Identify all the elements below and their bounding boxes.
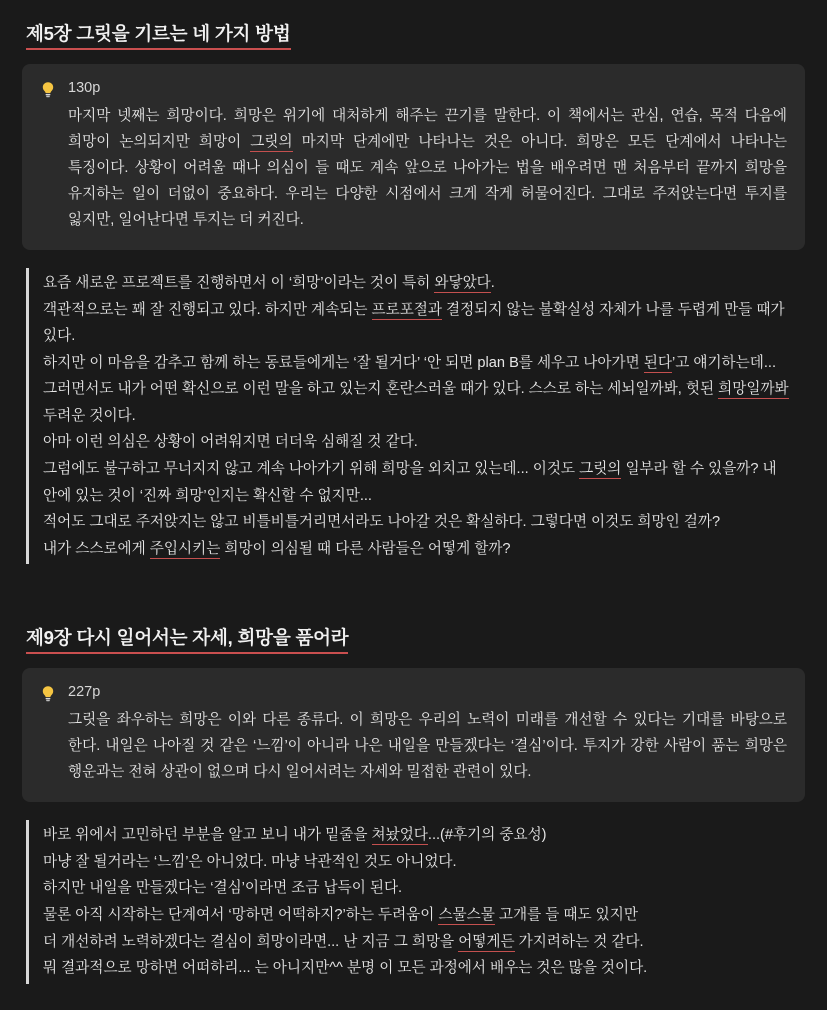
note-line	[43, 429, 805, 456]
underlined-text: 프로포절과	[371, 301, 442, 318]
plain-text: 물론 아직 시작하는 단계여서 ‘망하면 어떡하지?’하는 두려움이	[43, 907, 439, 923]
underlined-text: 쳐놨었다	[371, 827, 428, 844]
quote-card	[22, 668, 805, 802]
quote-body	[68, 78, 787, 234]
plain-text: 더 개선하려 노력하겠다는 결심이 희망이라면... 난 지금 그 희망을	[43, 933, 459, 950]
plain-text: 바로 위에서 고민하던 부분을 알고 보니 내가 밑줄을	[43, 827, 372, 844]
plain-text: 가지려하는 것 같다.	[514, 933, 644, 950]
plain-text: 하지만 이 마음을 감추고 함께 하는 동료들에게는 ‘잘 될거다’ ‘안 되면 plan B를 세우고 나아가면	[43, 354, 644, 371]
underlined-text: 어떻게든	[458, 933, 515, 950]
quote-body	[68, 682, 787, 786]
plain-text: 일부라 할 수 있을까? 내 안에 있는 것이 ‘진짜 희망’인지는 확신할 수 없지만...	[43, 460, 777, 504]
chapter-section	[22, 616, 805, 983]
note-line	[43, 902, 805, 929]
plain-text: 마냥 잘 될거라는 ‘느낌’은 아니었다. 마냥 낙관적인 것도 아니었다.	[43, 853, 457, 870]
plain-text: 그럼에도 불구하고 무너지지 않고 계속 나아가기 위해 희망을 외치고 있는데... 이것도	[43, 460, 580, 477]
plain-text: 객관적으로는 꽤 잘 진행되고 있다. 하지만 계속되는	[43, 301, 372, 318]
note-line	[43, 297, 805, 350]
note-lines	[43, 270, 805, 562]
plain-text: 요즘 새로운 프로젝트를 진행하면서 이 ‘희망’이라는 것이 특히	[43, 275, 435, 292]
note-block	[26, 820, 805, 983]
note-line	[43, 509, 805, 536]
section-spacer	[22, 574, 805, 616]
page-reference: 227p	[68, 684, 101, 701]
underlined-text: 주입시키는	[149, 540, 221, 557]
underlined-text: 희망일까봐	[718, 381, 789, 398]
plain-text: 그릿을 좌우하는 희망은 이와 다른 종류다. 이 희망은 우리의 노력이 미래를 개선할 수 있다는 기대를 바탕으로 한다. 내일은 나아질 것 같은 ‘느낌’이 아니라 나은 내일을 만들겠다는 ‘결심’이다. 투지가 강한 사람이 품는 희망은 행운과는 전혀 상관이 없으며 다시 일어서려는 자세와 밀접한 관련이 있다.	[68, 712, 787, 781]
plain-text: 결정되지 않는 불확실성 자체가 나를 두렵게 만들 때가 있다.	[43, 301, 785, 345]
plain-text: 그러면서도 내가 어떤 확신으로 이런 말을 하고 있는지 혼란스러울 때가 있다. 스스로 하는 세뇌일까봐, 헛된	[43, 381, 719, 398]
note-line	[43, 875, 805, 902]
plain-text: 뭐 결과적으로 망하면 어떠하리... 는 아니지만^^ 분명 이 모든 과정에서 배우는 것은 많을 것이다.	[43, 960, 648, 977]
plain-text: .	[490, 275, 495, 292]
plain-text: 하지만 내일을 만들겠다는 ‘결심’이라면 조금 납득이 된다.	[43, 880, 403, 897]
note-line	[43, 849, 805, 876]
quote-card	[22, 64, 805, 250]
note-line	[43, 929, 805, 956]
note-line	[43, 376, 805, 429]
note-line	[43, 536, 805, 563]
note-line	[43, 822, 805, 849]
page-reference: 130p	[68, 80, 101, 96]
underlined-text: 된다	[643, 354, 672, 371]
quote-text	[68, 708, 787, 786]
chapter-section	[22, 12, 805, 564]
plain-text: 마지막 단계에만 나타나는 것은 아니다. 희망은 모든 단계에서 나타나는 특징이다. 상황이 어려울 때나 의심이 들 때도 계속 앞으로 나아가는 법을 배우려면 맨 처음부터 끝까지 희망을 유지하는 일이 더없이 중요하다. 우리는 다양한 시점에서 크게 작게 허물어진다. 그대로 주저앉는다면 투지를 잃지만, 일어난다면 투지는 더 커진다.	[68, 134, 787, 229]
lightbulb-icon	[38, 684, 58, 704]
plain-text: 두려운 것이다.	[43, 407, 136, 424]
underlined-text: 그릿의	[579, 460, 622, 477]
plain-text: 희망이 의심될 때 다른 사람들은 어떻게 할까?	[220, 540, 511, 557]
note-lines	[43, 822, 805, 981]
underlined-text: 그릿의	[250, 134, 293, 151]
plain-text: 마지막 넷째는 희망이다. 희망은 위기에 대처하게 해주는 끈기를 말한다. 이 책에서는 관심, 연습, 목적 다음에 희망이 논의되지만 희망이	[68, 108, 787, 151]
note-line	[43, 456, 805, 509]
note-line	[43, 955, 805, 982]
plain-text: 아마 이런 의심은 상황이 어려워지면 더더욱 심해질 것 같다.	[43, 434, 418, 451]
plain-text: 고개를 들 때도 있지만	[494, 907, 638, 923]
note-block	[26, 268, 805, 564]
underlined-text: 와닿았다	[434, 275, 491, 292]
plain-text: 적어도 그대로 주저앉지는 않고 비틀비틀거리면서라도 나아갈 것은 확실하다. 그렇다면 이것도 희망인 걸까?	[43, 514, 721, 531]
page-title: 제9장 다시 일어서는 자세, 희망을 품어라	[26, 624, 348, 654]
note-line	[43, 270, 805, 297]
page-title: 제5장 그릿을 기르는 네 가지 방법	[26, 20, 291, 50]
underlined-text: 스물스물	[438, 907, 495, 923]
plain-text: ...(#후기의 중요성)	[427, 827, 547, 844]
lightbulb-icon	[38, 80, 58, 100]
plain-text: ’고 얘기하는데...	[671, 354, 776, 371]
quote-text	[68, 104, 787, 234]
note-line	[43, 350, 805, 377]
plain-text: 내가 스스로에게	[43, 540, 150, 557]
